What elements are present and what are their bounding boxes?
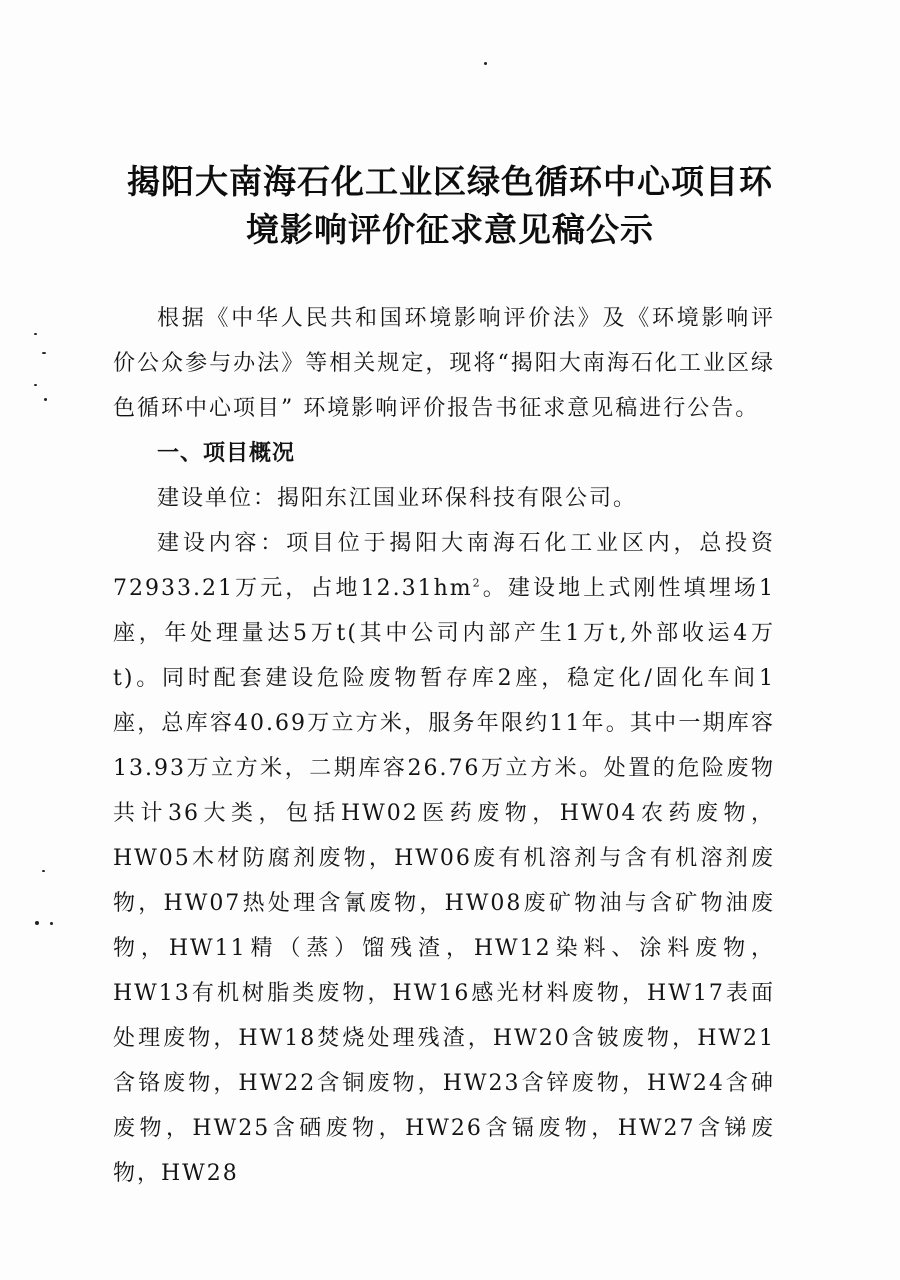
builder-paragraph: 建设单位：揭阳东江国业环保科技有限公司。: [157, 486, 638, 511]
scan-speck: [484, 62, 487, 65]
content-text-part-2: 。建设地上式刚性填埋场1座，年处理量达5万t(其中公司内部产生1万t,外部收运4万t)。同时配套建设危险废物暂存库2座，稳定化/固化车间1座，总库容40.69万立方米，服务年限约11年。其中一期库容13.93万立方米，二期库容26.76万立方米。处置的危险废物共计36大类，包括HW02医药废物，HW04农药废物，HW05木材防腐剂废物，HW06废有机溶剂与含有机溶剂废物，HW07热处理含氰废物，HW08废矿物油与含矿物油废物，HW11精（蒸）馏残渣，HW12染料、涂料废物，HW13有机树脂类废物，HW16感光材料废物，HW17表面处理废物，HW18焚烧处理残渣，HW20含铍废物，HW21含铬废物，HW22含铜废物，HW23含锌废物，HW24含砷废物，HW25含硒废物，HW26含镉废物，HW27含锑废物，HW28: [113, 576, 775, 1186]
section-heading: 一、项目概况: [157, 441, 296, 466]
scan-speck: [42, 870, 45, 872]
title-line-1: 揭阳大南海石化工业区绿色循环中心项目环: [127, 162, 773, 201]
scan-speck: [34, 384, 37, 386]
document-body: [113, 296, 775, 1196]
content-paragraph: [113, 521, 775, 1196]
scan-speck: [44, 398, 47, 401]
area-superscript: 2: [472, 576, 482, 590]
intro-paragraph: 根据《中华人民共和国环境影响评价法》及《环境影响评价公众参与办法》等相关规定，现将“揭阳大南海石化工业区绿色循环中心项目” 环境影响评价报告书征求意见稿进行公告。: [113, 306, 775, 421]
scan-speck: [50, 922, 53, 925]
content-text-part-1: 建设内容：项目位于揭阳大南海石化工业区内，总投资72933.21万元，占地12.31hm: [113, 531, 775, 601]
scan-speck: [42, 352, 46, 354]
document-title: [100, 158, 800, 254]
title-line-2: 境影响评价征求意见稿公示: [246, 210, 654, 249]
scan-speck: [35, 921, 39, 925]
scan-speck: [34, 333, 37, 335]
